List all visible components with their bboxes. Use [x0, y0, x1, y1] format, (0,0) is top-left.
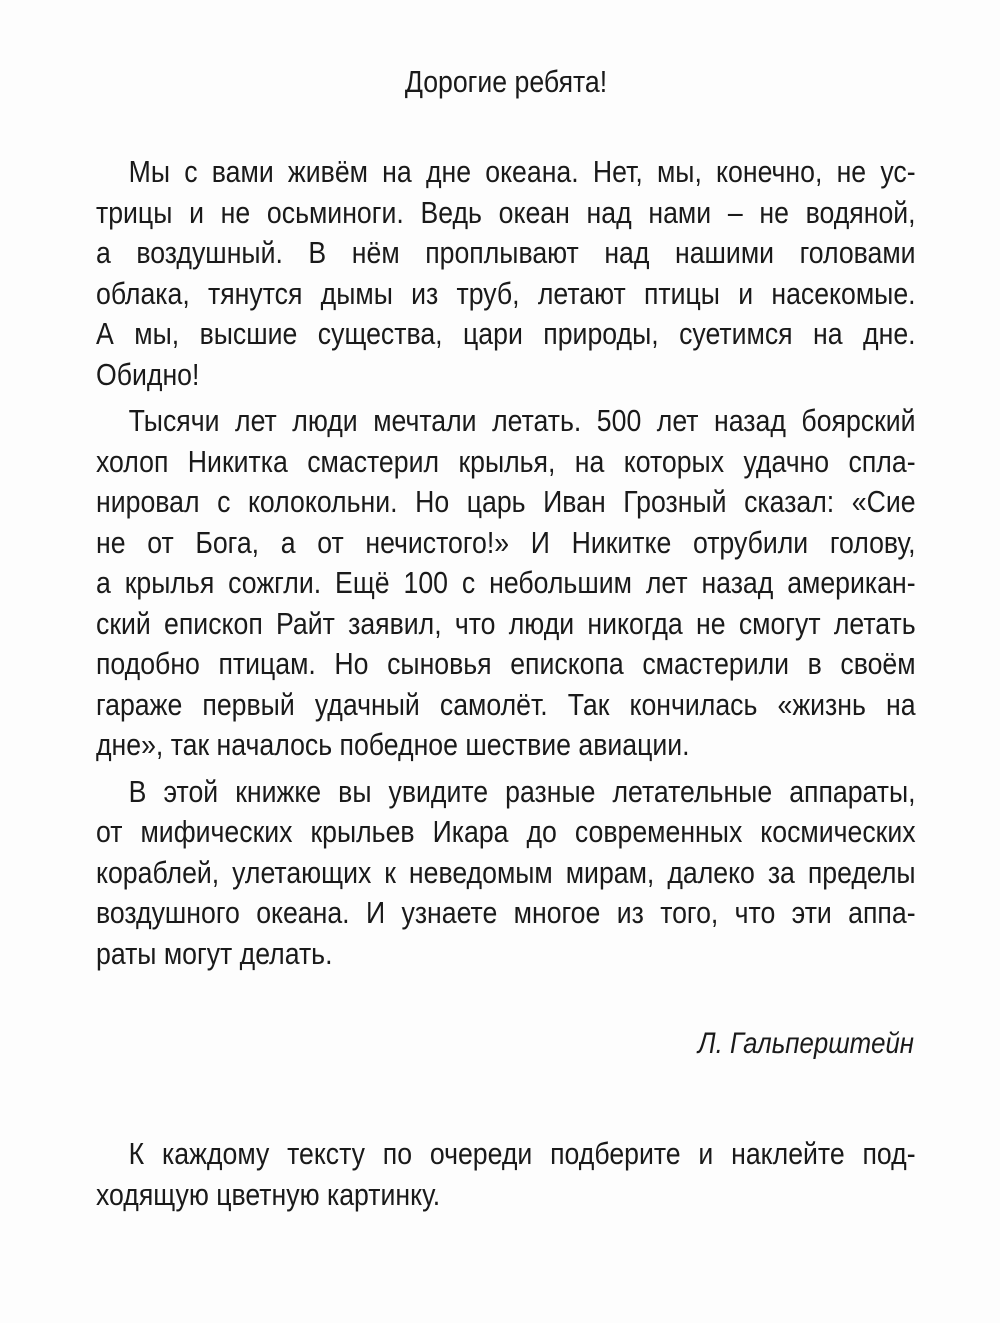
text-line: А мы, высшие существа, цари природы, суетимся на дне. — [96, 316, 916, 351]
paragraph-3 — [96, 772, 916, 975]
text-line: от мифических крыльев Икара до современных космических — [96, 814, 916, 849]
text-line: Мы с вами живём на дне океана. Нет, мы, конечно, не ус- — [128, 154, 916, 189]
text-line: Обидно! — [96, 356, 200, 392]
paragraph-1 — [96, 152, 916, 395]
text-line: К каждому тексту по очереди подберите и наклейте под- — [128, 1136, 916, 1171]
text-line: раты могут делать. — [96, 935, 333, 971]
text-line: Тысячи лет люди мечтали летать. 500 лет назад боярский — [128, 403, 916, 438]
text-line: облака, тянутся дымы из труб, летают птицы и насекомые. — [96, 275, 916, 311]
text-line: гараже первый удачный самолёт. Так кончилась «жизнь на — [96, 686, 916, 722]
page-title: Дорогие ребята! — [404, 64, 608, 99]
text-line: не от Бога, а от нечистого!» И Никитке отрубили голову, — [96, 524, 916, 560]
author-signature: Л. Гальперштейн — [697, 1027, 914, 1060]
text-line: воздушного океана. И узнаете многое из того, что эти аппа- — [96, 895, 916, 930]
instruction-text — [96, 1134, 916, 1215]
text-line: нировал с колокольни. Но царь Иван Грозный сказал: «Сие — [96, 484, 916, 519]
letter-body — [96, 152, 916, 974]
text-line: ходящую цветную картинку. — [96, 1176, 441, 1212]
page-content — [96, 62, 916, 1215]
paragraph-2 — [96, 401, 916, 766]
text-line: ский епископ Райт заявил, что люди никогда не смогут летать — [96, 605, 916, 641]
text-line: кораблей, улетающих к неведомым мирам, далеко за пределы — [96, 854, 916, 890]
text-line: а крылья сожгли. Ещё 100 с небольшим лет назад американ- — [96, 565, 916, 600]
text-line: В этой книжке вы увидите разные летательные аппараты, — [128, 773, 916, 809]
text-line: а воздушный. В нём проплывают над нашими головами — [96, 235, 916, 270]
text-line: холоп Никитка смастерил крылья, на которых удачно спла- — [96, 443, 916, 479]
text-line: дне», так началось победное шествие авиации. — [96, 727, 690, 762]
text-line: подобно птицам. Но сыновья епископа смастерили в своём — [96, 646, 916, 681]
text-line: трицы и не осьминоги. Ведь океан над нами – не водяной, — [96, 194, 916, 230]
